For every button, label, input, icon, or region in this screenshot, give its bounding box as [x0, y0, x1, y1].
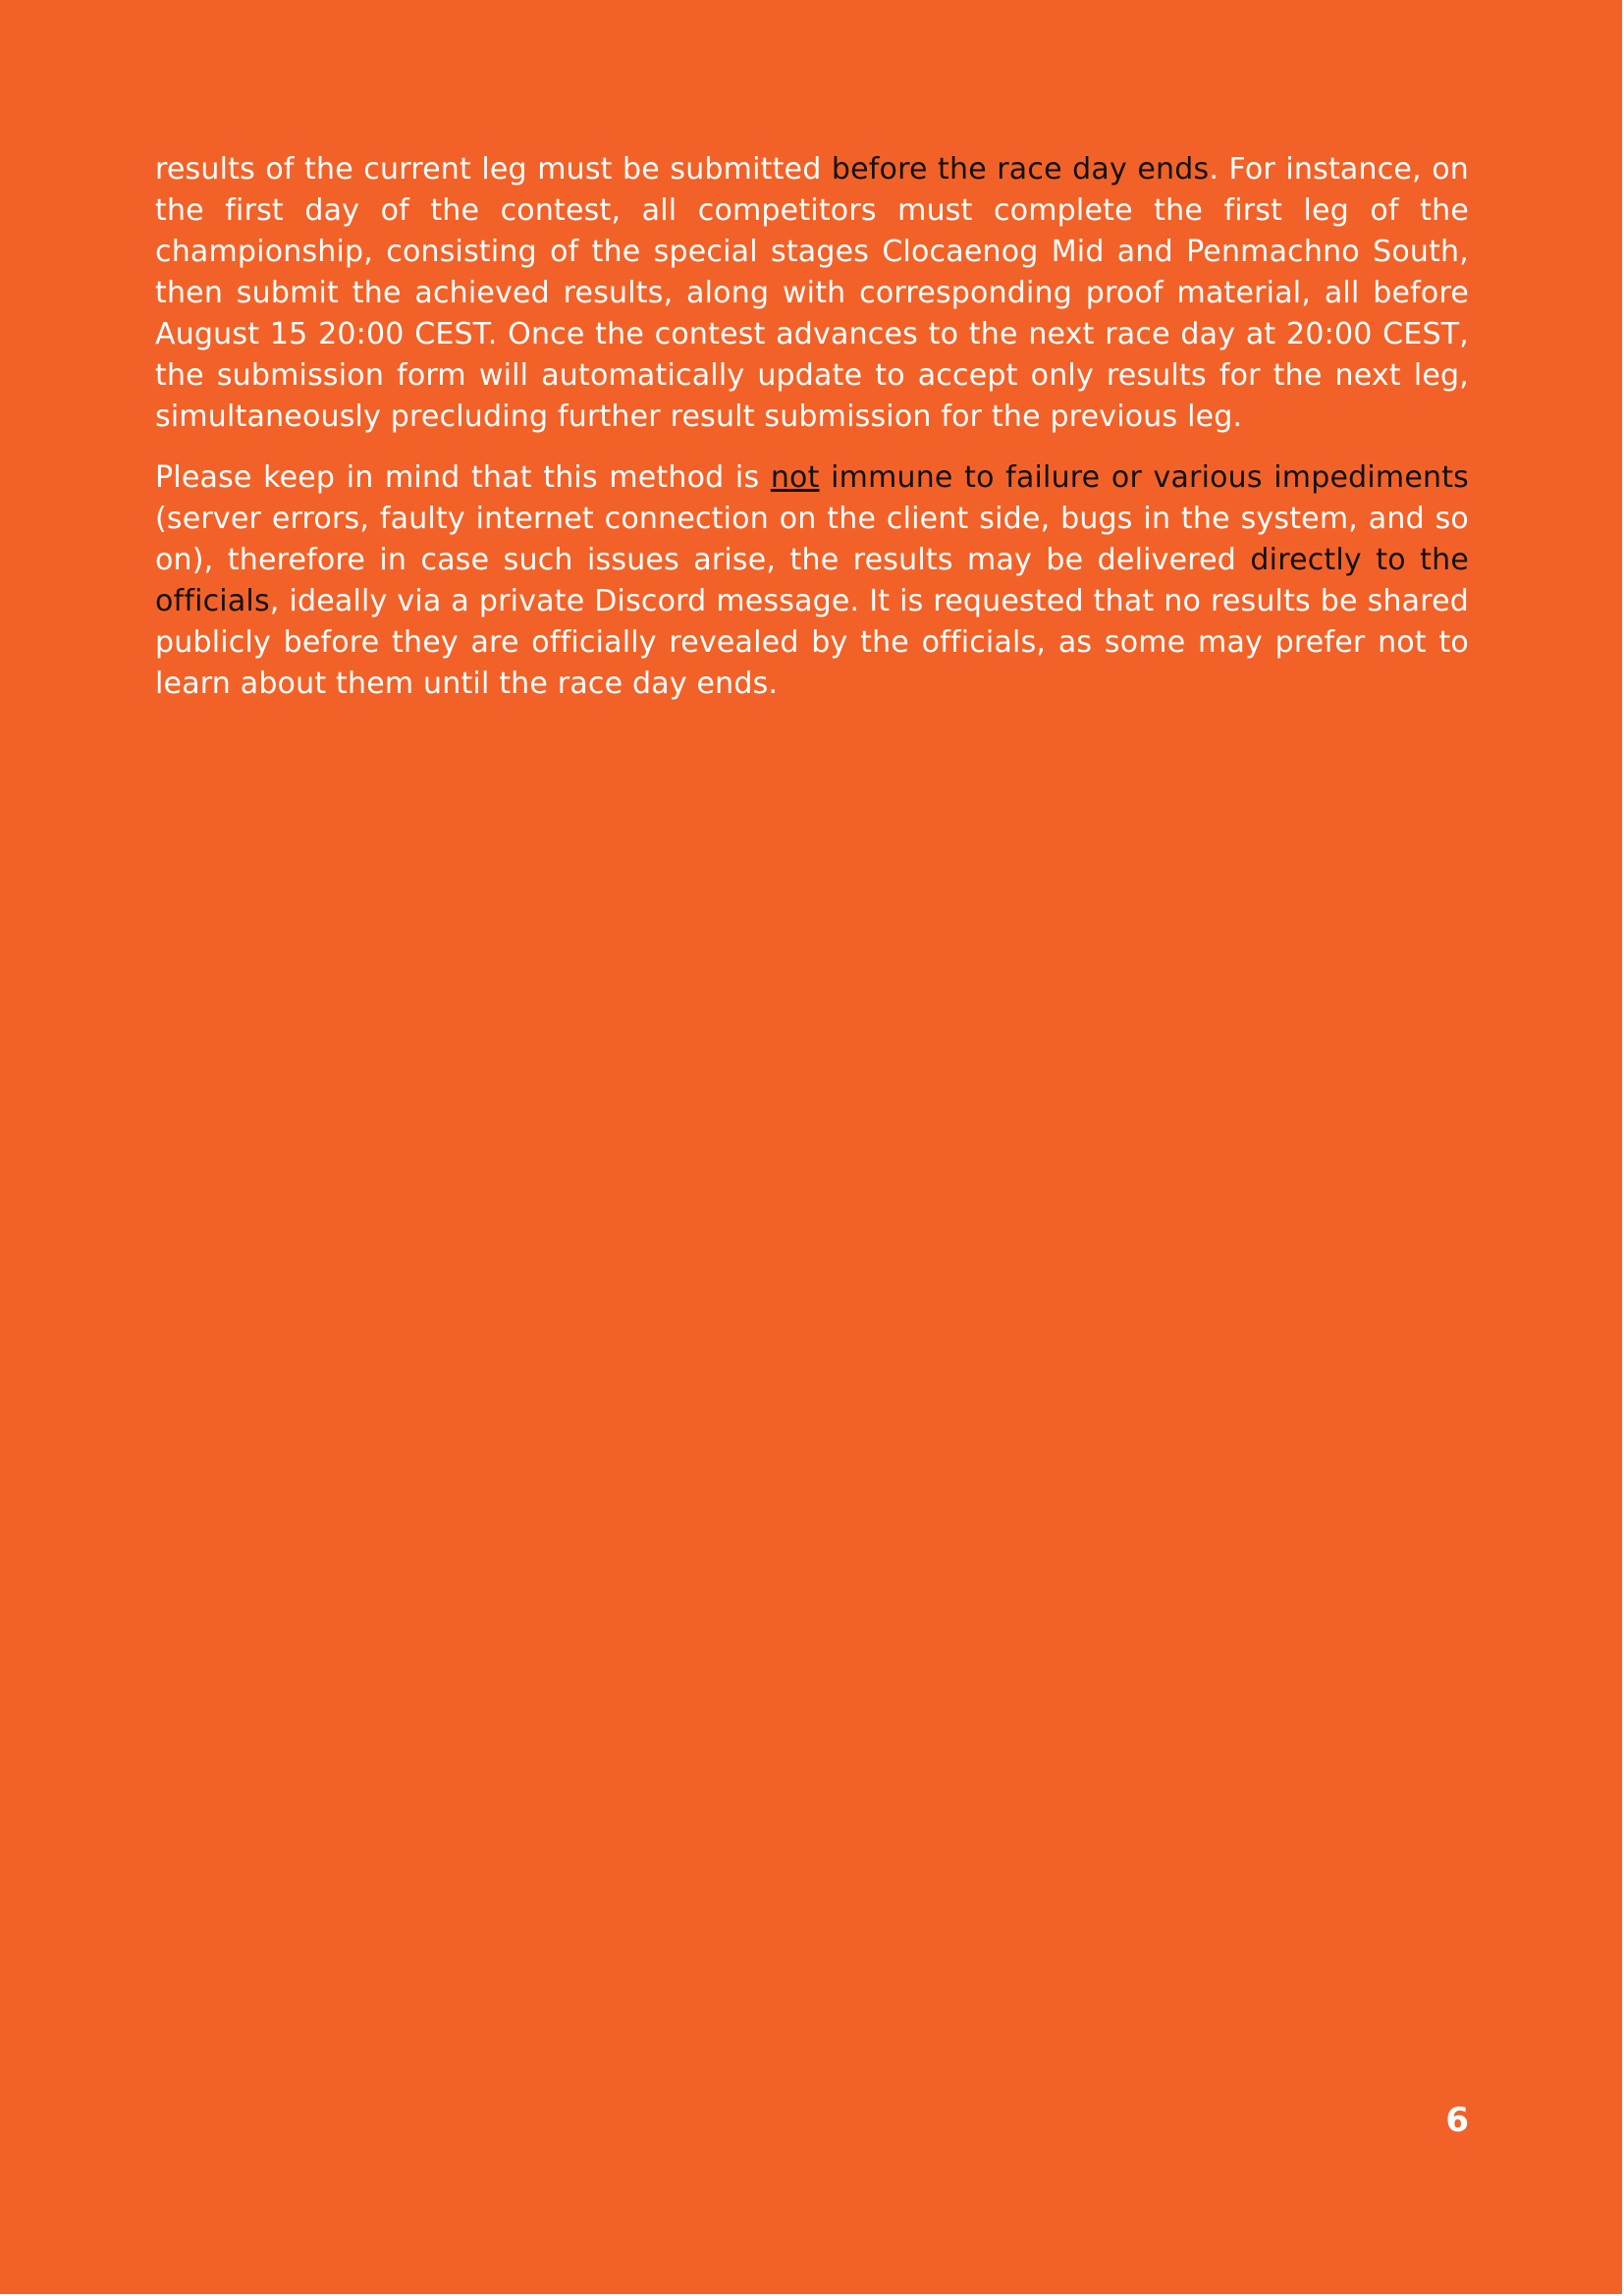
paragraph-2-text-3: , ideally via a private Discord message. It is requested that no results be shared publicly before they are officially revealed by the officials, as some may prefer not to learn about them until the race day ends. — [155, 584, 1469, 701]
page-content — [155, 149, 1469, 724]
paragraph-submission-deadline — [155, 149, 1469, 438]
emphasis-before-race-day-ends: before the race day ends — [831, 152, 1210, 187]
paragraph-failure-notice — [155, 457, 1469, 705]
paragraph-2-text-2: (server errors, faulty internet connection on the client side, bugs in the system, and so on), therefore in case such issues arise, the results may be delivered — [155, 502, 1469, 577]
paragraph-1-text-2: . For instance, on the first day of the contest, all competitors must complete the first leg of the championship, consisting of the special stages Clocaenog Mid and Penmachno South, then submit the achieved results, along with corresponding proof material, all before August 15 20:00 CEST. Once the contest advances to the next race day at 20:00 CEST, the submission form will automatically update to accept only results for the next leg, simultaneously precluding further result submission for the previous leg. — [155, 152, 1469, 434]
emphasis-not: not — [770, 460, 820, 495]
emphasis-directly-to-officials: directly to the officials — [155, 543, 1469, 618]
page-number: 6 — [1445, 2101, 1469, 2140]
paragraph-1-text-1: results of the current leg must be submitted — [155, 152, 832, 187]
emphasis-immune-to-failure: immune to failure or various impediments — [819, 460, 1469, 495]
paragraph-2-text-1: Please keep in mind that this method is — [155, 460, 771, 495]
